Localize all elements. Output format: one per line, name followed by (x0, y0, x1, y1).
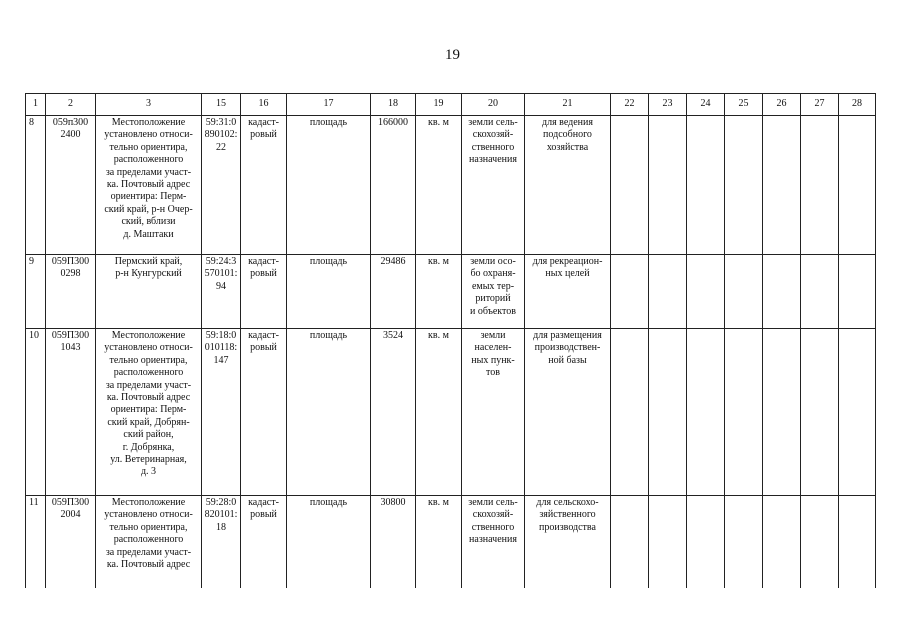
empty-cell (611, 116, 649, 255)
empty-cell (687, 496, 725, 589)
cadastral-number: 59:31:0 890102: 22 (202, 116, 241, 255)
area-unit: кв. м (416, 116, 462, 255)
table-row (26, 255, 876, 329)
empty-cell (839, 255, 876, 329)
column-header: 3 (96, 94, 202, 116)
empty-cell (801, 255, 839, 329)
empty-cell (649, 116, 687, 255)
empty-cell (763, 329, 801, 496)
column-header: 19 (416, 94, 462, 116)
empty-cell (763, 116, 801, 255)
area-value: 166000 (371, 116, 416, 255)
number-type: кадаст- ровый (241, 329, 287, 496)
permitted-use: для размещения производствен- ной базы (525, 329, 611, 496)
number-type: кадаст- ровый (241, 496, 287, 589)
empty-cell (839, 329, 876, 496)
column-header: 28 (839, 94, 876, 116)
number-type: кадаст- ровый (241, 116, 287, 255)
column-header: 16 (241, 94, 287, 116)
plot-code: 059п300 2400 (46, 116, 96, 255)
permitted-use: для сельскохо- зяйственного производства (525, 496, 611, 589)
empty-cell (611, 496, 649, 589)
empty-cell (725, 255, 763, 329)
empty-cell (649, 496, 687, 589)
empty-cell (687, 255, 725, 329)
land-category: земли населен- ных пунк- тов (462, 329, 525, 496)
characteristic-kind: площадь (287, 116, 371, 255)
permitted-use: для рекреацион- ных целей (525, 255, 611, 329)
column-header: 25 (725, 94, 763, 116)
row-number: 10 (26, 329, 46, 496)
area-unit: кв. м (416, 255, 462, 329)
empty-cell (839, 496, 876, 589)
empty-cell (839, 116, 876, 255)
column-header: 22 (611, 94, 649, 116)
permitted-use: для ведения подсобного хозяйства (525, 116, 611, 255)
area-value: 29486 (371, 255, 416, 329)
characteristic-kind: площадь (287, 329, 371, 496)
column-header: 18 (371, 94, 416, 116)
row-number: 8 (26, 116, 46, 255)
land-category: земли осо- бо охраня- емых тер- риторий и объектов (462, 255, 525, 329)
area-value: 30800 (371, 496, 416, 589)
row-number: 11 (26, 496, 46, 589)
empty-cell (649, 255, 687, 329)
plot-location: Местоположение установлено относи- тельно ориентира, расположенного за пределами участ- ка. Почтовый адрес (96, 496, 202, 589)
plot-code: 059П300 2004 (46, 496, 96, 589)
empty-cell (801, 496, 839, 589)
column-header: 27 (801, 94, 839, 116)
column-header: 2 (46, 94, 96, 116)
table-row (26, 496, 876, 589)
empty-cell (725, 496, 763, 589)
table-row (26, 329, 876, 496)
column-header: 23 (649, 94, 687, 116)
empty-cell (687, 116, 725, 255)
cadastral-number: 59:18:0 010118: 147 (202, 329, 241, 496)
row-number: 9 (26, 255, 46, 329)
empty-cell (611, 255, 649, 329)
column-header: 15 (202, 94, 241, 116)
plot-code: 059П300 1043 (46, 329, 96, 496)
land-category: земли сель- скохозяй- ственного назначения (462, 496, 525, 589)
column-header: 24 (687, 94, 725, 116)
empty-cell (801, 116, 839, 255)
characteristic-kind: площадь (287, 255, 371, 329)
land-category: земли сель- скохозяй- ственного назначения (462, 116, 525, 255)
empty-cell (763, 496, 801, 589)
table-header-row (26, 94, 876, 116)
plot-location: Пермский край, р-н Кунгурский (96, 255, 202, 329)
area-unit: кв. м (416, 496, 462, 589)
column-header: 17 (287, 94, 371, 116)
empty-cell (801, 329, 839, 496)
number-type: кадаст- ровый (241, 255, 287, 329)
cadastral-number: 59:28:0 820101: 18 (202, 496, 241, 589)
table-row (26, 116, 876, 255)
characteristic-kind: площадь (287, 496, 371, 589)
column-header: 26 (763, 94, 801, 116)
column-header: 1 (26, 94, 46, 116)
page-number: 19 (445, 47, 460, 63)
column-header: 20 (462, 94, 525, 116)
plot-location: Местоположение установлено относи- тельно ориентира, расположенного за пределами участ- ка. Почтовый адрес ориентира: Перм- ский край, Добрян- ский район, г. Добрянка, ул. Ветеринарная, д. 3 (96, 329, 202, 496)
empty-cell (611, 329, 649, 496)
empty-cell (763, 255, 801, 329)
empty-cell (725, 329, 763, 496)
area-unit: кв. м (416, 329, 462, 496)
land-plots-table (25, 93, 876, 588)
area-value: 3524 (371, 329, 416, 496)
empty-cell (649, 329, 687, 496)
cadastral-number: 59:24:3 570101: 94 (202, 255, 241, 329)
plot-code: 059П300 0298 (46, 255, 96, 329)
plot-location: Местоположение установлено относи- тельно ориентира, расположенного за пределами участ- ка. Почтовый адрес ориентира: Перм- ский край, р-н Очер- ский, вблизи д. Маштаки (96, 116, 202, 255)
empty-cell (725, 116, 763, 255)
empty-cell (687, 329, 725, 496)
column-header: 21 (525, 94, 611, 116)
